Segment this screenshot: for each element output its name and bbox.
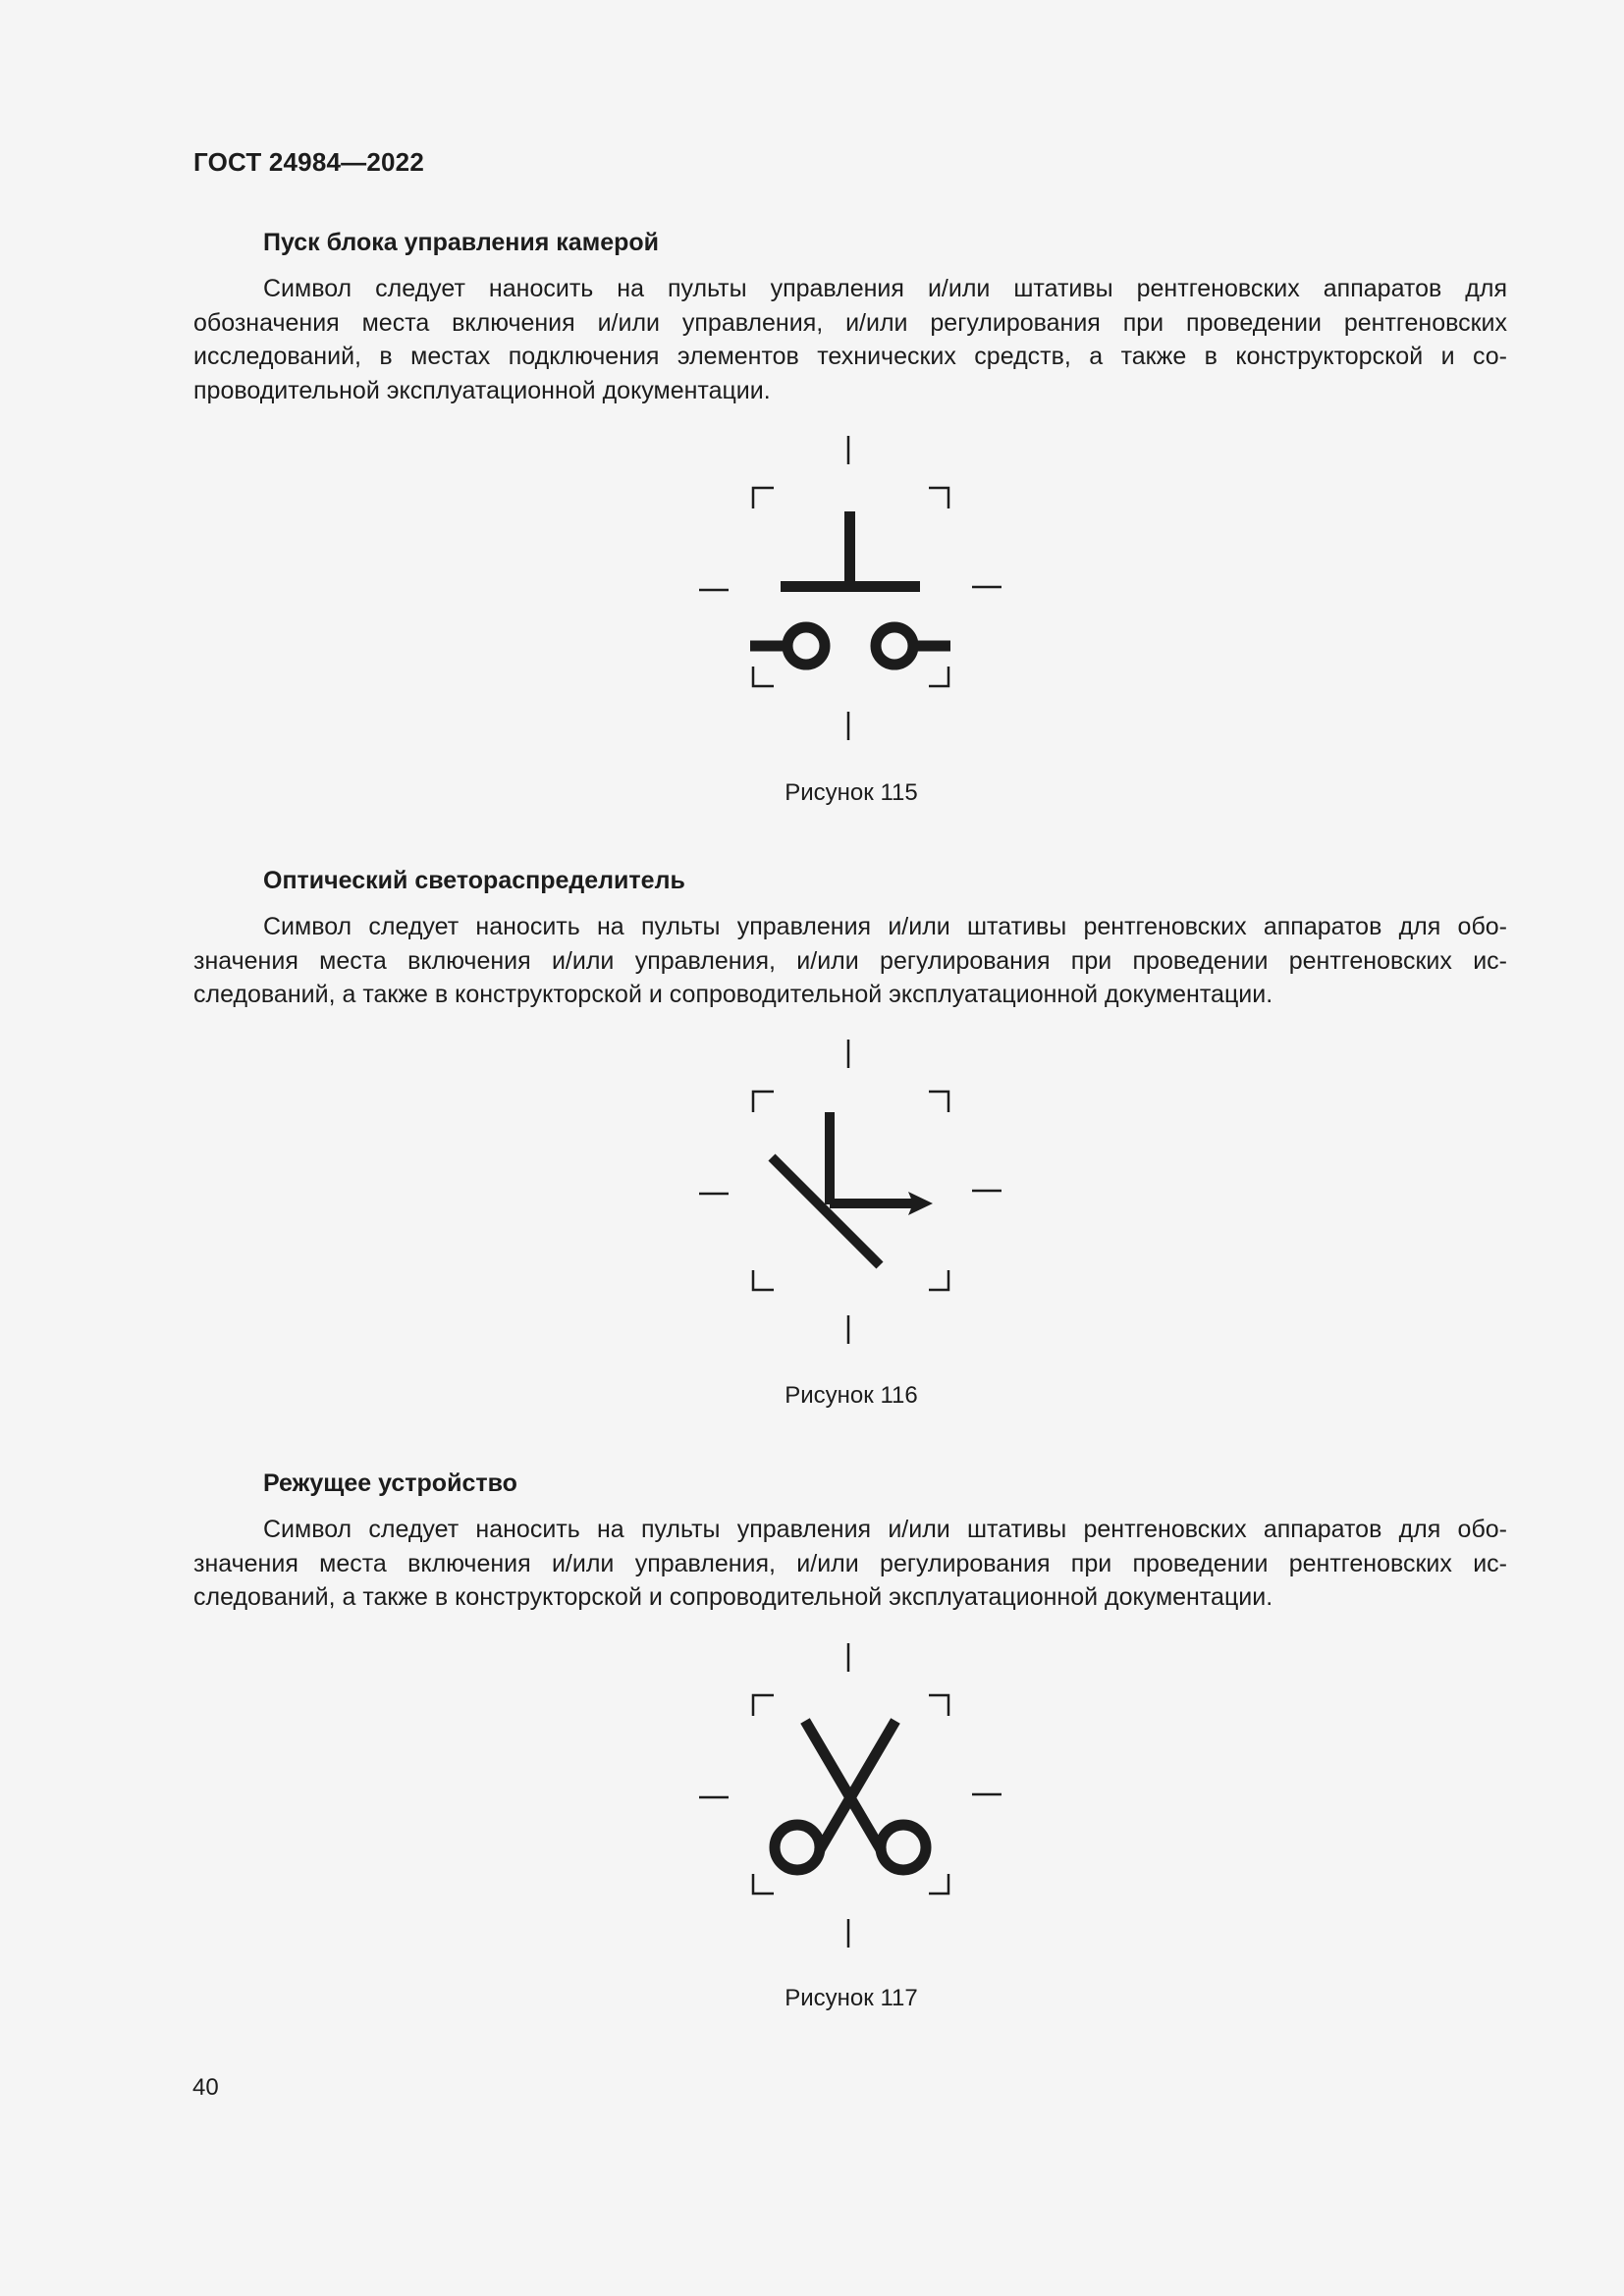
page-number: 40 — [192, 2074, 219, 2101]
paragraph-line: следований, а также в конструкторской и сопроводительной эксплуатационной документации. — [193, 1583, 1273, 1611]
figure-caption: Рисунок 115 — [785, 779, 918, 806]
paragraph-line: проводительной эксплуатационной документации. — [193, 376, 771, 404]
paragraph-line: исследований, в местах подключения элементов технических средств, а также в конструкторской и со- — [193, 343, 1507, 370]
paragraph-line: Символ следует наносить на пульты управления и/или штативы рентгеновских аппаратов для обо- — [263, 913, 1507, 940]
section-title-camera-control-start: Пуск блока управления камерой — [263, 229, 660, 256]
push-button-switch-icon — [677, 422, 1021, 746]
scissors-icon — [677, 1629, 1021, 1953]
section-title-cutting-device: Режущее устройство — [263, 1469, 517, 1497]
paragraph-line: Символ следует наносить на пульты управления и/или штативы рентгеновских аппаратов для обо- — [263, 1516, 1507, 1543]
paragraph-line: Символ следует наносить на пульты управления и/или штативы рентгеновских аппаратов для — [263, 275, 1507, 302]
section-title-optical-distributor: Оптический светораспределитель — [263, 867, 685, 894]
figure-caption: Рисунок 117 — [785, 1985, 918, 2011]
figure-caption: Рисунок 116 — [785, 1382, 918, 1409]
paragraph-line: обозначения места включения и/или управления, и/или регулирования при проведении рентгеновских — [193, 308, 1507, 337]
paragraph-line: значения места включения и/или управления, и/или регулирования при проведении рентгеновских ис- — [193, 1549, 1507, 1577]
figure-115 — [677, 422, 1021, 746]
figure-116 — [677, 1026, 1021, 1350]
paragraph-line: следований, а также в конструкторской и сопроводительной эксплуатационной документации. — [193, 981, 1273, 1008]
optical-beam-splitter-icon — [677, 1026, 1021, 1350]
section-paragraph — [193, 910, 1507, 1012]
figure-117 — [677, 1629, 1021, 1953]
section-paragraph — [193, 1513, 1507, 1615]
document-header: ГОСТ 24984—2022 — [193, 147, 424, 177]
paragraph-line: значения места включения и/или управления, и/или регулирования при проведении рентгеновских ис- — [193, 946, 1507, 975]
section-paragraph — [193, 272, 1507, 407]
